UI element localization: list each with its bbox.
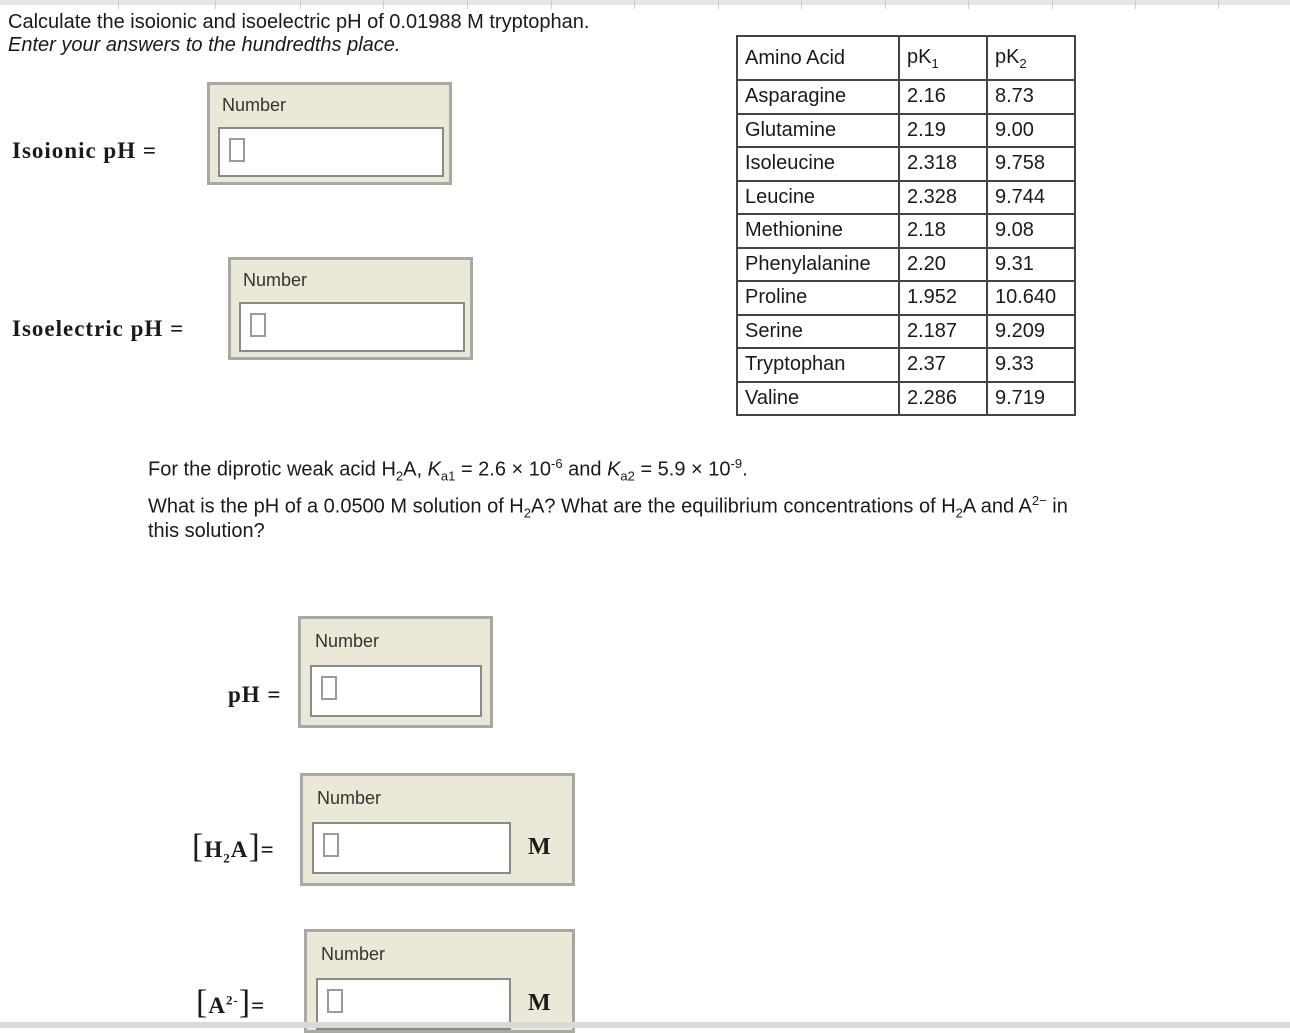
ka2-symbol: K	[607, 458, 621, 481]
toolbar-tick	[118, 0, 119, 9]
a2-label-a: A	[208, 993, 226, 1018]
pk2-value: 8.73	[987, 80, 1075, 114]
ka1-sub: a1	[440, 468, 456, 484]
pk1-value: 1.952	[899, 281, 987, 315]
toolbar-tick	[634, 0, 635, 9]
isoelectric-box-caption: Number	[243, 270, 308, 290]
text-cursor-icon	[229, 138, 245, 162]
pk1-value: 2.286	[899, 382, 987, 416]
amino-acid-pk-table	[736, 35, 1076, 416]
ph-answer-box	[298, 616, 493, 728]
q2l2-a: What is the pH of a 0.0500 M solution of H	[148, 495, 524, 518]
q2l1-e: = 5.9 × 10	[634, 458, 731, 481]
a2-concentration-label	[196, 984, 265, 1022]
h2a-label-sub: 2	[223, 850, 231, 866]
header-amino-acid: Amino Acid	[737, 36, 899, 80]
q2l2-b-sub: 2	[955, 505, 963, 521]
isoelectric-ph-label: Isoelectric pH =	[12, 316, 185, 341]
amino-acid-name: Glutamine	[737, 114, 899, 148]
table-row	[737, 248, 1075, 282]
amino-acid-name: Asparagine	[737, 80, 899, 114]
toolbar-tick	[885, 0, 886, 9]
isoelectric-answer-box	[228, 257, 473, 360]
amino-acid-name: Serine	[737, 315, 899, 349]
h2a-concentration-label	[192, 828, 275, 867]
header-pk2	[987, 36, 1075, 80]
pk2-value: 9.31	[987, 248, 1075, 282]
h2a-concentration-input[interactable]	[312, 822, 511, 874]
q2l2-c: A and A	[962, 495, 1032, 518]
ka2-sub: a2	[620, 468, 635, 484]
a2-unit: M	[528, 990, 551, 1016]
pk2-value: 9.209	[987, 315, 1075, 349]
a2-answer-box	[304, 929, 575, 1033]
amino-acid-name: Isoleucine	[737, 147, 899, 181]
h2a-label-a: A	[230, 837, 249, 862]
pk2-value: 9.08	[987, 214, 1075, 248]
q2l2-c-sup: 2−	[1031, 493, 1047, 508]
pk1-value: 2.187	[899, 315, 987, 349]
q2l1-a: For the diprotic weak acid H	[148, 458, 396, 481]
left-bracket: [	[192, 828, 205, 865]
table-row	[737, 181, 1075, 215]
pk1-value: 2.328	[899, 181, 987, 215]
ka1-exponent: -6	[551, 456, 563, 471]
left-bracket: [	[196, 984, 209, 1021]
question1-instructions: Enter your answers to the hundredths place.	[8, 34, 401, 56]
table-row	[737, 147, 1075, 181]
ka1-symbol: K	[427, 458, 441, 481]
toolbar-tick	[383, 0, 384, 9]
toolbar-tick	[467, 0, 468, 9]
ka2-exponent: -9	[730, 456, 743, 471]
header-pk1	[899, 36, 987, 80]
text-cursor-icon	[327, 989, 343, 1013]
h2a-answer-box	[300, 773, 575, 886]
table-row	[737, 382, 1075, 416]
pk2-value: 10.640	[987, 281, 1075, 315]
q2l2-d: in	[1046, 495, 1068, 518]
amino-acid-name: Phenylalanine	[737, 248, 899, 282]
question1-title: Calculate the isoionic and isoelectric pH of 0.01988 M tryptophan.	[8, 11, 590, 33]
toolbar-tick	[215, 0, 216, 9]
pk2-value: 9.00	[987, 114, 1075, 148]
text-cursor-icon	[321, 676, 337, 700]
q2l2-a-sub: 2	[523, 505, 531, 521]
ph-box-caption: Number	[315, 631, 380, 651]
a2-equals: =	[251, 993, 266, 1018]
table-row	[737, 80, 1075, 114]
toolbar-tick	[718, 0, 719, 9]
isoionic-answer-box	[207, 82, 452, 185]
header-pk1-sub: 1	[931, 55, 939, 71]
a2-box-caption: Number	[321, 944, 386, 964]
amino-acid-name: Leucine	[737, 181, 899, 215]
q2l2-b: A? What are the equilibrium concentrations of H	[531, 495, 956, 518]
q2l1-f: .	[742, 458, 748, 481]
right-bracket: ]	[238, 984, 252, 1021]
toolbar-tick	[300, 0, 301, 9]
table-row	[737, 348, 1075, 382]
toolbar-tick	[1218, 0, 1219, 9]
table-row	[737, 315, 1075, 349]
h2a-unit: M	[528, 834, 551, 860]
h2a-box-caption: Number	[317, 788, 382, 808]
pk1-value: 2.37	[899, 348, 987, 382]
isoionic-box-caption: Number	[222, 95, 287, 115]
pk1-value: 2.18	[899, 214, 987, 248]
toolbar-tick	[551, 0, 552, 9]
isoionic-ph-input[interactable]	[218, 127, 444, 177]
a2-label-sup: 2-	[225, 992, 239, 1008]
table-row	[737, 114, 1075, 148]
table-header-row	[737, 36, 1075, 80]
table-row	[737, 281, 1075, 315]
pk2-value: 9.719	[987, 382, 1075, 416]
q2l1-d: and	[562, 458, 608, 481]
header-pk1-text: pK	[907, 45, 932, 68]
pk1-value: 2.20	[899, 248, 987, 282]
q2l1-b: A,	[403, 458, 428, 481]
q2l1-a-sub: 2	[395, 468, 404, 484]
question2-line3: this solution?	[148, 520, 265, 542]
header-pk2-text: pK	[995, 45, 1020, 68]
q2l1-c: = 2.6 × 10	[455, 458, 552, 481]
pk1-value: 2.318	[899, 147, 987, 181]
table-row	[737, 214, 1075, 248]
amino-acid-name: Proline	[737, 281, 899, 315]
text-cursor-icon	[323, 833, 339, 857]
amino-acid-name: Tryptophan	[737, 348, 899, 382]
pk2-value: 9.744	[987, 181, 1075, 215]
h2a-label-h: H	[204, 837, 224, 862]
ph-label: pH =	[228, 682, 282, 707]
toolbar-tick	[801, 0, 802, 9]
bottom-scroll-strip	[0, 1022, 1290, 1028]
toolbar-tick	[1135, 0, 1136, 9]
right-bracket: ]	[248, 828, 261, 865]
amino-acid-name: Valine	[737, 382, 899, 416]
pk2-value: 9.758	[987, 147, 1075, 181]
isoelectric-ph-input[interactable]	[239, 302, 465, 352]
amino-acid-name: Methionine	[737, 214, 899, 248]
pk1-value: 2.19	[899, 114, 987, 148]
isoionic-ph-label: Isoionic pH =	[12, 138, 157, 163]
pk2-value: 9.33	[987, 348, 1075, 382]
question2-line2	[148, 486, 1068, 529]
h2a-equals: =	[260, 837, 275, 862]
toolbar-tick	[968, 0, 969, 9]
top-toolbar-strip	[0, 0, 1290, 5]
ph-input[interactable]	[310, 665, 482, 717]
toolbar-tick	[1052, 0, 1053, 9]
text-cursor-icon	[250, 313, 266, 337]
header-pk2-sub: 2	[1019, 55, 1027, 71]
pk1-value: 2.16	[899, 80, 987, 114]
